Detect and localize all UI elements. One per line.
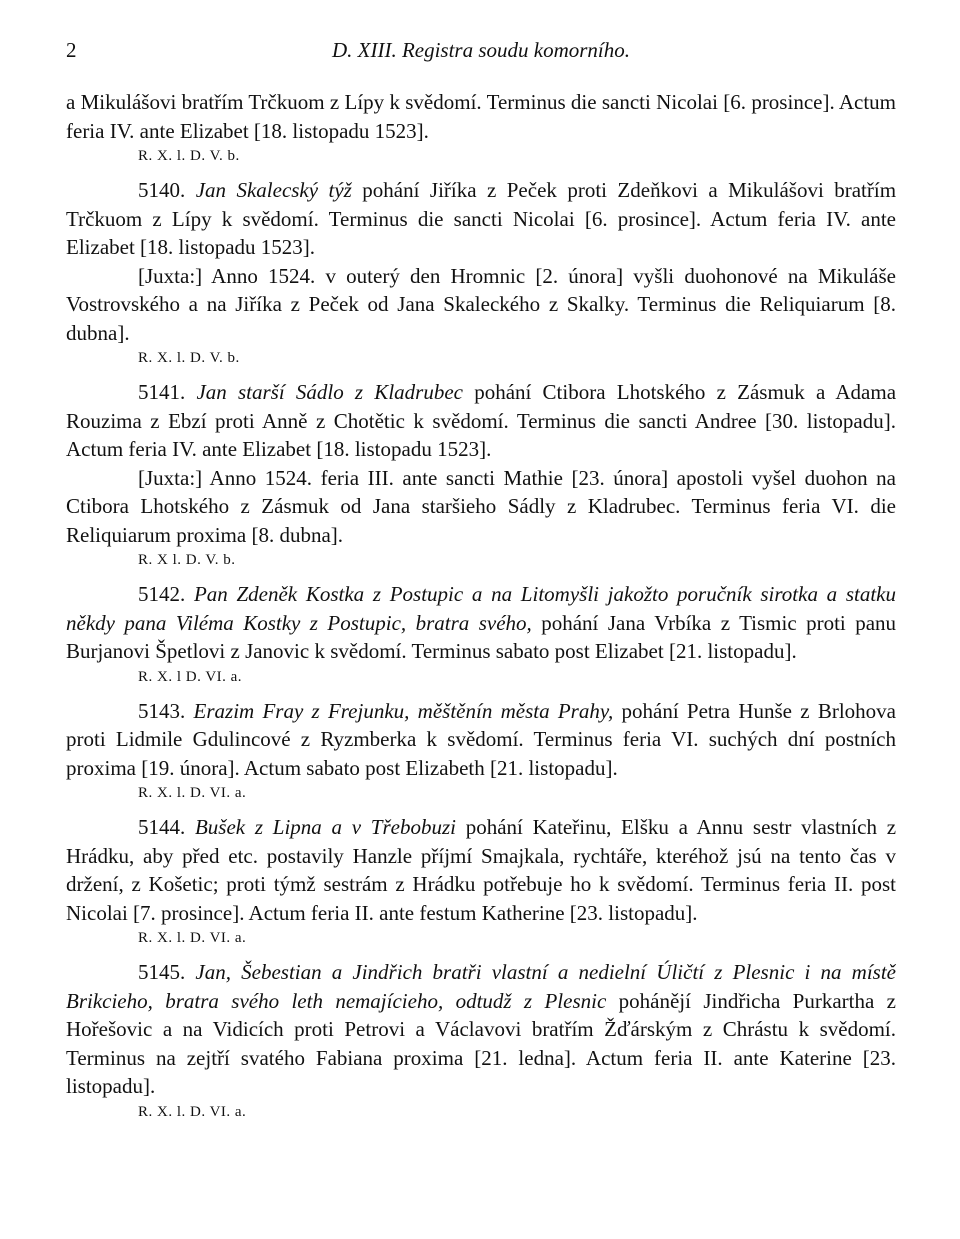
archive-reference: R. X. l. D. VI. a. <box>138 930 247 946</box>
register-entry <box>66 697 896 783</box>
entry-number: 5145. <box>138 960 186 984</box>
entry-party-names: Jan, Šebestian a Jindřich bratři vlastní a nedielní Úličtí z Plesnic i na místě Brikcieho, bratra svého leth nemajícieho, odtudž z Plesnic <box>66 960 896 1013</box>
archive-reference: R. X. l. D. VI. a. <box>138 1103 247 1120</box>
archive-reference: R. X l. D. V. b. <box>138 552 236 568</box>
entry-text: pohánějí Jindřicha Purkartha z Hořešovic a na Vidicích proti Petrovi a Václavovi bratřím Žďárským z Chrástu k svědomí. Terminus na zejtří svatého Fabiana proxima [21. ledna]. Actum feria II. ante Katerine [23. listopadu]. <box>66 988 896 1098</box>
entry-number: 5142. <box>138 582 186 606</box>
register-entry <box>66 813 896 927</box>
register-entry <box>66 176 896 262</box>
juxta-note: [Juxta:] Anno 1524. feria III. ante sancti Mathie [23. února] apostoli vyšel duohon na Ctibora Lhotského z Zásmuk od Jana staršieho Sádly z Kladrubec. Terminus feria VI. die Reliquiarum proxima [8. dubna]. <box>66 465 896 547</box>
entry-text: pohání Ctibora Lhotského z Zásmuk a Adama Rouzima z Ebzí proti Anně z Chotětic k svědomí. Terminus die sancti Andree [30. listopadu]. Actum feria IV. ante Elizabet [18. listopadu 1523]. <box>66 380 897 461</box>
page-number: 2 <box>66 38 77 62</box>
running-title: D. XIII. Registra soudu komorního. <box>331 38 631 62</box>
entry-text: pohání Petra Hunše z Brlohova proti Lidmile Gdulincové z Ryzmberka k svědomí. Terminus feria VI. suchých dní postních proxima [19. února]. Actum sabato post Elizabeth [21. listopadu]. <box>66 698 896 780</box>
entry-number: 5144. <box>138 815 186 839</box>
entry-number: 5141. <box>138 380 186 404</box>
entry-party-names: Bušek z Lipna a v Třebobuzi <box>194 815 456 839</box>
continuation-paragraph: a Mikulášovi bratřím Trčkuom z Lípy k svědomí. Terminus die sancti Nicolai [6. prosince]. Actum feria IV. ante Elizabet [18. listopadu 1523]. <box>66 90 896 143</box>
archive-reference: R. X. l. D. V. b. <box>138 148 240 164</box>
entry-text: pohání Jiříka z Peček proti Zdeňkovi a Mikulášovi bratřím Trčkuom z Lípy k svědomí. Terminus die sancti Nicolai [6. prosince]. Actum feria IV. ante Elizabet [18. listopadu 1523]. <box>66 178 897 259</box>
entry-party-names: Pan Zdeněk Kostka z Postupic a na Litomyšli jakožto poručník sirotka a statku někdy pana Viléma Kostky z Postupic, bratra svého, <box>66 582 897 635</box>
register-entry <box>66 580 896 666</box>
entry-party-names: Jan starší Sádlo z Kladrubec <box>196 380 463 404</box>
archive-reference: R. X. l. D. V. b. <box>138 350 240 366</box>
document-page <box>66 38 896 1132</box>
register-entry <box>66 958 896 1101</box>
register-entry <box>66 378 896 464</box>
entry-party-names: Erazim Fray z Frejunku, měštěnín města Prahy, <box>193 698 614 723</box>
archive-reference: R. X. l D. VI. a. <box>138 668 243 685</box>
entry-number: 5140. <box>138 178 186 202</box>
juxta-note: [Juxta:] Anno 1524. v outerý den Hromnic [2. února] vyšli duohonové na Mikuláše Vostrovského a na Jiříka z Peček od Jana Skaleckého z Skalky. Terminus die Reliquiarum [8. dubna]. <box>66 263 896 345</box>
entry-number: 5143. <box>138 698 186 723</box>
entry-party-names: Jan Skalecský týž <box>195 178 352 202</box>
document-body <box>66 88 896 1123</box>
entry-text: pohání Jana Vrbíka z Tismic proti panu Burjanovi Špetlovi z Janovic k svědomí. Terminus sabato post Elizabet [21. listopadu]. <box>66 610 897 663</box>
archive-reference: R. X. l. D. VI. a. <box>138 785 247 801</box>
page-header <box>66 38 896 66</box>
entry-text: pohání Kateřinu, Elšku a Annu sestr vlastních z Hrádku, aby před etc. postavily Hanzle příjmí Smajkala, rychtáře, kteréhož jsú na tento čas v držení, z Košetic; proti týmž sestrám z Hrádku potřebuje ho k svědomí. Terminus feria II. post Nicolai [7. prosince]. Actum feria II. ante festum Katherine [23. listopadu]. <box>66 815 897 925</box>
